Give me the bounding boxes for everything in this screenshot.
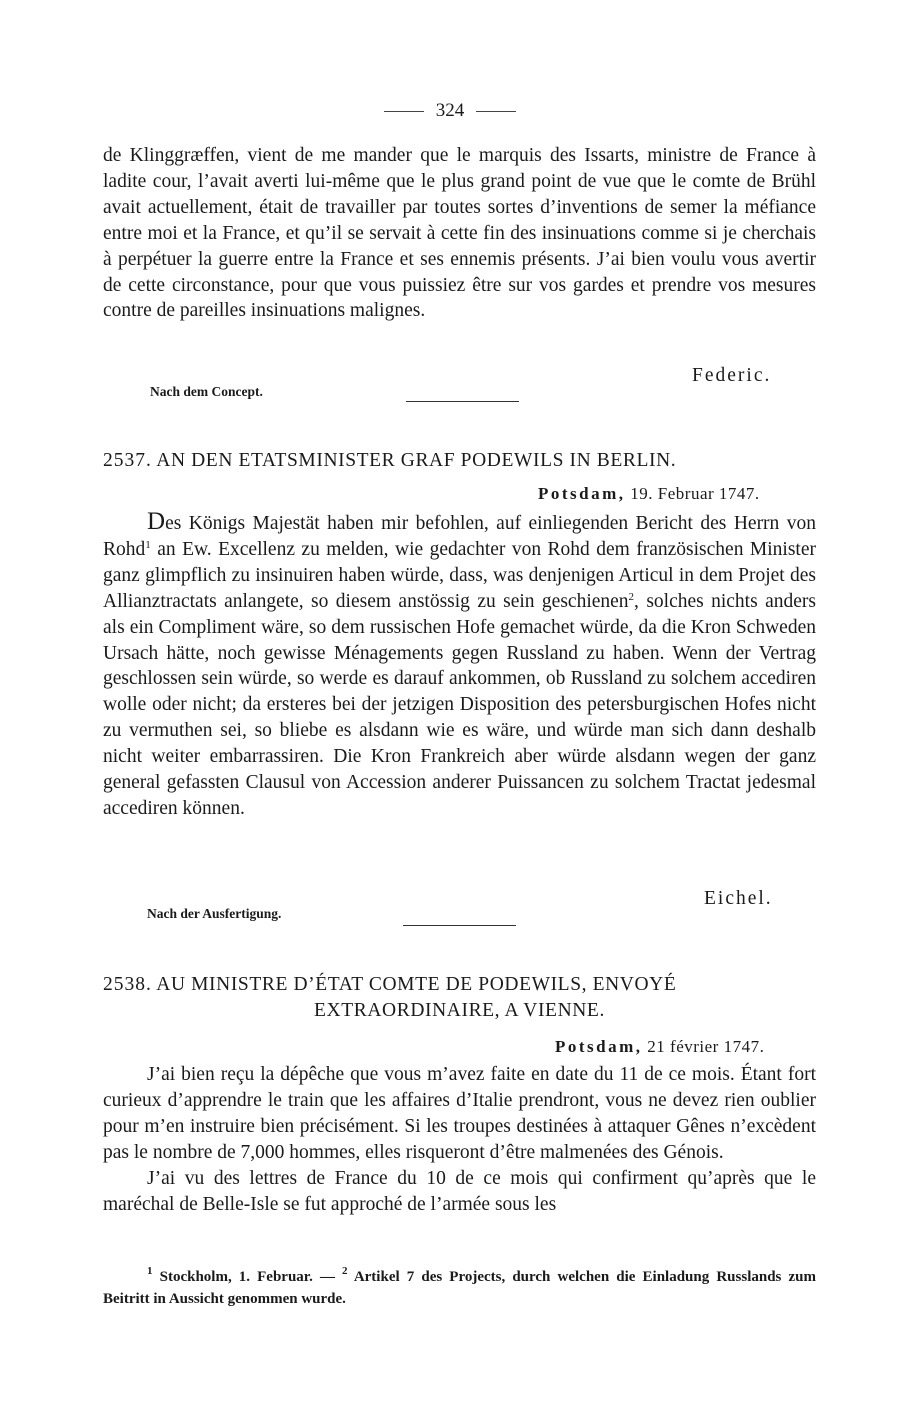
page-number-dash-left xyxy=(384,111,424,112)
footnote-1-text: Stockholm, 1. Februar. — xyxy=(152,1269,343,1285)
letter-2538-place: Potsdam, xyxy=(555,1037,643,1056)
letter-2538-paragraph-1: J’ai bien reçu la dépêche que vous m’avez faite en date du 11 de ce mois. Étant fort curieux d’apprendre le train que les affaires d’Italie prendront, vous ne devez rien oublier pour m’en instruire bien précisément. Si les troupes destinées à attaquer Gênes n’excèdent pas le nombre de 7,000 hommes, elles risqueront d’être malmenées des Génois. xyxy=(103,1064,816,1163)
letter-2537-text-a: es Königs Majestät haben mir befohlen, auf einliegenden Bericht des Herrn von Rohd xyxy=(103,513,816,560)
letter-2538-dateline xyxy=(555,1037,764,1057)
footnote-ref-1: 1 xyxy=(145,538,151,551)
letter-2537-title: AN DEN ETATSMINISTER GRAF PODEWILS IN BERLIN. xyxy=(156,450,677,471)
footnote-1-mark: 1 xyxy=(147,1265,153,1277)
letter-2536-signature: Federic. xyxy=(692,365,772,386)
footnote-2-text: Artikel 7 des Projects, durch welchen die Einladung Russlands zum Beitritt in Aussicht genommen wurde. xyxy=(103,1269,816,1307)
letter-2537-paragraph xyxy=(103,509,816,822)
letter-2536-source: Nach dem Concept. xyxy=(150,384,263,399)
page-number-text: 324 xyxy=(435,100,465,121)
letter-2538-heading xyxy=(103,972,816,1024)
page-number-dash-right xyxy=(476,111,516,112)
section-divider-2 xyxy=(403,925,516,926)
letter-2538-title-line1: AU MINISTRE D’ÉTAT COMTE DE PODEWILS, ENVOYÉ xyxy=(156,974,677,995)
letter-2536-body xyxy=(103,143,816,324)
letter-2537-date: 19. Februar 1747. xyxy=(630,484,760,503)
letter-2538-date: 21 février 1747. xyxy=(647,1037,765,1056)
section-divider xyxy=(406,401,519,402)
footnote-ref-2: 2 xyxy=(628,590,635,603)
letter-2537-dropcap: D xyxy=(147,508,166,535)
letter-2537-heading xyxy=(103,448,816,474)
letter-2537-text-c: , solches nichts anders als ein Compliment wäre, so dem russischen Hofe gemachet würde, da die Kron Schweden Ursach hätte, noch gewisse Ménagements gegen Russland zu haben. Wenn der Vertrag geschlossen sein würde, so werde es darauf ankommen, ob Russland zu solchem accediren wolle oder nicht; da ersteres bei der jetzigen Disposition des petersburgischen Hofes nicht zu vermuthen sei, so bliebe es alsdann wie es wäre, und würde man sich dann deshalb nicht weiter embarrassiren. Die Kron Frankreich aber würde alsdann wegen der ganz general gefassten Clausul von Accession anderer Puissancen zu solchem Tractat jedesmal accediren können. xyxy=(103,590,816,819)
page-number xyxy=(0,100,900,122)
letter-2537-text-b: an Ew. Excellenz zu melden, wie gedachter von Rohd dem französischen Minister ganz glimpflich zu insinuiren haben würde, dass, was denjenigen Articul in dem Projet des Allianztractats anlangete, so diesem anstössig zu sein geschienen xyxy=(103,538,816,612)
letter-2538-body xyxy=(103,1062,816,1217)
letter-2537-source: Nach der Ausfertigung. xyxy=(147,906,282,921)
letter-2538-title-line2: EXTRAORDINAIRE, A VIENNE. xyxy=(314,1000,605,1021)
letter-2538-paragraph-2: J’ai vu des lettres de France du 10 de ce mois qui confirment qu’après que le maréchal de Belle-Isle se fut approché de l’armée sous les xyxy=(103,1167,816,1215)
letter-2537-place: Potsdam, xyxy=(538,484,626,503)
footnote-2-mark: 2 xyxy=(342,1265,348,1277)
letter-2537-dateline xyxy=(538,484,760,504)
letter-2537-signature: Eichel. xyxy=(704,888,773,909)
letter-2536-text: de Klinggræffen, vient de me mander que le marquis des Issarts, ministre de France à ladite cour, l’avait averti lui-même que le plus grand point de vue que le comte de Brühl avait actuellement, était de travailler par toutes sortes d’inventions de semer la méfiance entre moi et la France, et qu’il se servait à cette fin des insinuations comme si je cherchais à perpétuer la guerre entre la France et ses ennemis présents. J’ai bien voulu vous avertir de cette circonstance, pour que vous puissiez être sur vos gardes et prendre vos mesures contre de pareilles insinuations malignes. xyxy=(103,145,816,322)
footnote-block xyxy=(103,1266,816,1310)
letter-2537-number: 2537. xyxy=(103,450,152,471)
letter-2537-body xyxy=(103,509,816,822)
footnotes xyxy=(103,1266,816,1310)
letter-2538-number: 2538. xyxy=(103,974,152,995)
